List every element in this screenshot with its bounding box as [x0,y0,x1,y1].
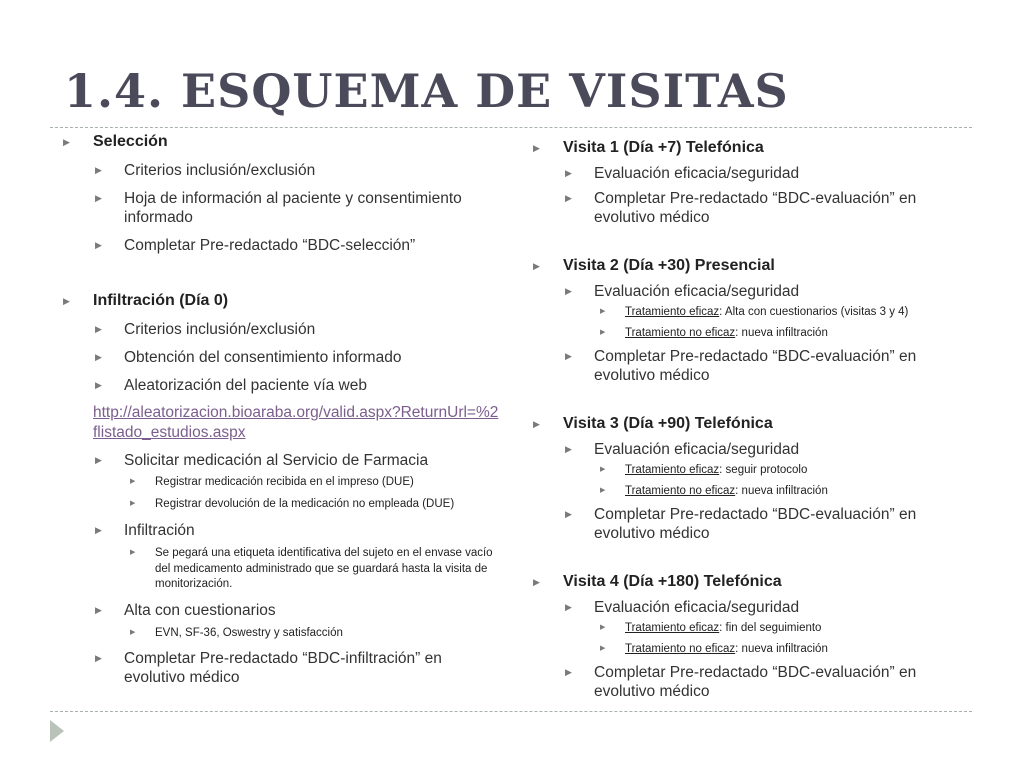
triangle-bullet-icon: ▶ [95,604,102,615]
sub-list-item: ▶ Tratamiento no eficaz: nueva infiltración [600,484,828,497]
triangle-bullet-icon: ▶ [95,240,102,250]
triangle-bullet-icon: ▶ [63,296,70,306]
triangle-bullet-icon: ▶ [565,602,572,612]
sub-list-item: ▶ Registrar medicación recibida en el impreso (DUE) [130,476,414,488]
list-item-infiltracion: ▶ Infiltración [95,522,195,539]
section-visita-3 [532,414,932,434]
section-heading: Visita 3 (Día +90) Telefónica [563,415,773,432]
section-heading: Visita 2 (Día +30) Presencial [563,257,775,274]
triangle-bullet-icon: ▶ [565,351,572,361]
triangle-bullet-icon: ▶ [600,624,606,631]
list-item: ▶ Hoja de información al paciente y consentimiento informado [95,190,462,226]
triangle-bullet-icon: ▶ [600,328,606,336]
triangle-bullet-icon: ▶ [63,137,70,147]
list-item-alta: ▶ Alta con cuestionarios [95,601,276,619]
triangle-bullet-icon: ▶ [533,261,540,271]
sub-list-item: ▶ Se pegará una etiqueta identificativa del sujeto en el envase vacío del medicamento administrado que se guardará hasta la visita de monitorización. [130,547,493,590]
triangle-bullet-icon: ▶ [95,525,102,535]
list-item-completar: ▶ Completar Pre-redactado “BDC-infiltración” en evolutivo médico [95,650,442,686]
triangle-bullet-icon: ▶ [565,444,572,454]
triangle-bullet-icon: ▶ [95,455,102,465]
list-item: ▶ Criterios inclusión/exclusión [95,321,316,338]
list-item: ▶ Evaluación eficacia/seguridad [565,599,800,616]
section-heading: Infiltración (Día 0) [93,292,229,309]
triangle-bullet-icon: ▶ [533,419,540,429]
triangle-bullet-icon: ▶ [533,577,540,587]
section-visita-2 [532,256,932,276]
triangle-bullet-icon: ▶ [600,466,606,473]
triangle-bullet-icon: ▶ [533,143,540,153]
list-item: ▶ Completar Pre-redactado “BDC-evaluación” en evolutivo médico [565,506,917,542]
triangle-bullet-icon: ▶ [95,193,102,203]
list-item: ▶ Obtención del consentimiento informado [95,349,402,366]
triangle-bullet-icon: ▶ [95,352,102,362]
triangle-bullet-icon: ▶ [130,628,136,636]
triangle-bullet-icon: ▶ [130,499,136,507]
bottom-divider [50,711,972,712]
sub-list-item: ▶ Tratamiento no eficaz: nueva infiltración [600,642,828,655]
list-item: ▶ Completar Pre-redactado “BDC-evaluación” en evolutivo médico [565,348,917,384]
list-item: ▶ Criterios inclusión/exclusión [95,162,316,179]
aleatorizacion-link[interactable]: http://aleatorizacion.bioaraba.org/valid.aspx?ReturnUrl=%2flistado_estudios.aspx [93,404,499,441]
sub-list-item: ▶ Tratamiento eficaz: seguir protocolo [600,464,808,476]
triangle-bullet-icon: ▶ [95,324,102,334]
next-slide-arrow-icon[interactable] [50,720,64,742]
section-heading: Selección [93,133,168,150]
sub-list-item: ▶ Registrar devolución de la medicación no empleada (DUE) [130,497,455,510]
triangle-bullet-icon: ▶ [130,549,136,556]
triangle-bullet-icon: ▶ [95,653,102,663]
triangle-bullet-icon: ▶ [565,286,572,296]
slide-title: 1.4. ESQUEMA DE VISITAS [64,64,789,118]
triangle-bullet-icon: ▶ [565,509,572,519]
list-item: ▶ Evaluación eficacia/seguridad [565,165,800,182]
triangle-bullet-icon: ▶ [565,667,572,677]
list-item: ▶ Completar Pre-redactado “BDC-selección” [95,237,416,254]
section-heading: Visita 4 (Día +180) Telefónica [563,573,782,590]
section-heading: Visita 1 (Día +7) Telefónica [563,139,764,156]
list-item: ▶ Evaluación eficacia/seguridad [565,283,800,300]
sub-list-item: ▶ EVN, SF-36, Oswestry y satisfacción [130,626,343,639]
right-column [532,128,932,701]
sub-list-item: ▶ Tratamiento eficaz: Alta con cuestionarios (visitas 3 y 4) [600,306,909,318]
section-visita-4 [532,572,932,592]
list-item: ▶ Evaluación eficacia/seguridad [565,441,800,458]
section-infiltracion [62,291,502,311]
list-item-solicitar: ▶ Solicitar medicación al Servicio de Farmacia [95,452,429,469]
triangle-bullet-icon: ▶ [600,308,606,315]
triangle-bullet-icon: ▶ [600,644,606,652]
triangle-bullet-icon: ▶ [565,193,572,203]
triangle-bullet-icon: ▶ [95,380,102,390]
section-visita-1 [532,138,932,158]
list-item: ▶ Completar Pre-redactado “BDC-evaluación” en evolutivo médico [565,664,917,700]
list-item: ▶ Completar Pre-redactado “BDC-evaluación” en evolutivo médico [565,190,917,226]
left-column [62,128,502,687]
sub-list-item: ▶ Tratamiento no eficaz: nueva infiltración [600,326,828,339]
triangle-bullet-icon: ▶ [565,168,572,178]
triangle-bullet-icon: ▶ [130,478,136,485]
triangle-bullet-icon: ▶ [95,165,102,175]
sub-list-item: ▶ Tratamiento eficaz: fin del seguimiento [600,622,822,634]
section-seleccion [62,132,502,152]
list-item: ▶ Aleatorización del paciente vía web [95,377,367,394]
triangle-bullet-icon: ▶ [600,486,606,494]
